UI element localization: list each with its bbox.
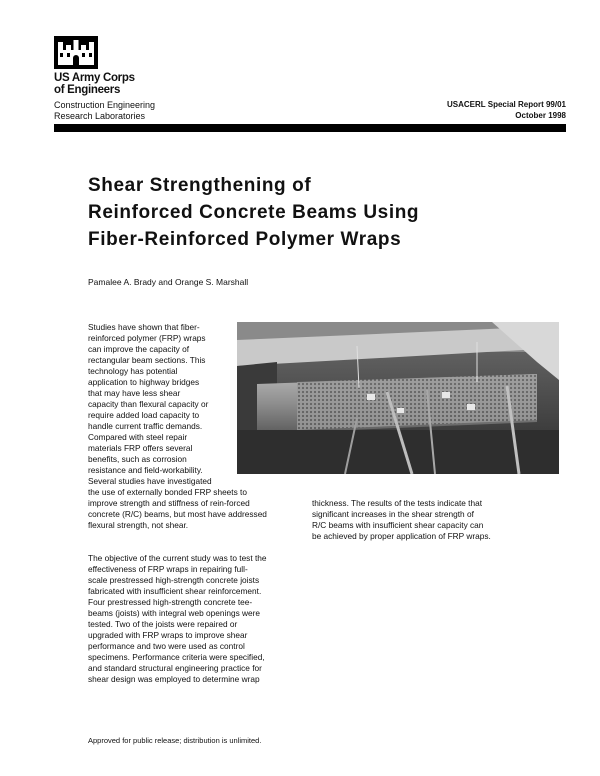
para1-line: require added load capacity to (88, 410, 200, 420)
para1-line: rectangular beam sections. This (88, 355, 206, 365)
org-name-line-2: of Engineers (54, 84, 121, 96)
para1-line: concrete (R/C) beams, but most have addressed (88, 509, 267, 519)
authors: Pamalee A. Brady and Orange S. Marshall (88, 277, 249, 287)
report-date: October 1998 (515, 111, 566, 120)
para1-line: application to highway bridges (88, 377, 200, 387)
para2-line: upgraded with FRP wraps to improve shear (88, 630, 248, 640)
para3-line: thickness. The results of the tests indicate that (312, 498, 483, 508)
para1-line: the use of externally bonded FRP sheets to (88, 487, 247, 497)
para3-line: significant increases in the shear strength of (312, 509, 474, 519)
para1-line: can improve the capacity of (88, 344, 189, 354)
title-line-2: Reinforced Concrete Beams Using (88, 202, 420, 223)
lab-name-line-1: Construction Engineering (54, 100, 156, 110)
header-rule (54, 124, 566, 132)
para3-line: be achieved by proper application of FRP wraps. (312, 531, 491, 541)
para2-line: and standard structural engineering practice for (88, 663, 262, 673)
para2-line: tested. Two of the joists were repaired or (88, 619, 238, 629)
distribution-statement: Approved for public release; distribution is unlimited. (88, 736, 262, 745)
para1-line: Compared with steel repair (88, 432, 188, 442)
para1-line: flexural strength, not shear. (88, 520, 189, 530)
para2-line: scale prestressed high-strength concrete joists (88, 575, 260, 585)
para1-line: that may have less shear (88, 388, 181, 398)
para2-line: beams (joists) with integral web openings were (88, 608, 261, 618)
para1-line: benefits, such as corrosion (88, 454, 187, 464)
para2-line: The objective of the current study was to test the (88, 553, 267, 563)
report-number: USACERL Special Report 99/01 (446, 100, 566, 109)
org-name-line-1: US Army Corps (54, 72, 135, 84)
para1-line: capacity than flexural capacity or (88, 399, 209, 409)
para1-line: materials FRP offers several (88, 443, 193, 453)
frp-beam-photo (237, 322, 559, 474)
castle-logo-icon (54, 36, 98, 69)
title-line-1: Shear Strengthening of (88, 175, 312, 196)
para1-line: improve strength and stiffness of rein-forced (88, 498, 250, 508)
para1-line: handle current traffic demands. (88, 421, 203, 431)
lab-name-line-2: Research Laboratories (54, 111, 146, 121)
para2-line: shear design was employed to determine wrap (88, 674, 260, 684)
para2-line: effectiveness of FRP wraps in repairing full- (88, 564, 248, 574)
title-line-3: Fiber-Reinforced Polymer Wraps (88, 229, 402, 250)
para1-line: reinforced polymer (FRP) wraps (88, 333, 206, 343)
para2-line: specimens. Performance criteria were specified, (88, 652, 265, 662)
para1-line: Several studies have investigated (88, 476, 212, 486)
para1-line: technology has potential (88, 366, 178, 376)
para2-line: performance and two were used as control (88, 641, 245, 651)
para2-line: fabricated with insufficient shear reinforcement. (88, 586, 262, 596)
para1-line: resistance and field-workability. (88, 465, 203, 475)
para1-line: Studies have shown that fiber- (88, 322, 200, 332)
para3-line: R/C beams with insufficient shear capacity can (312, 520, 484, 530)
para2-line: Four prestressed high-strength concrete tee- (88, 597, 253, 607)
